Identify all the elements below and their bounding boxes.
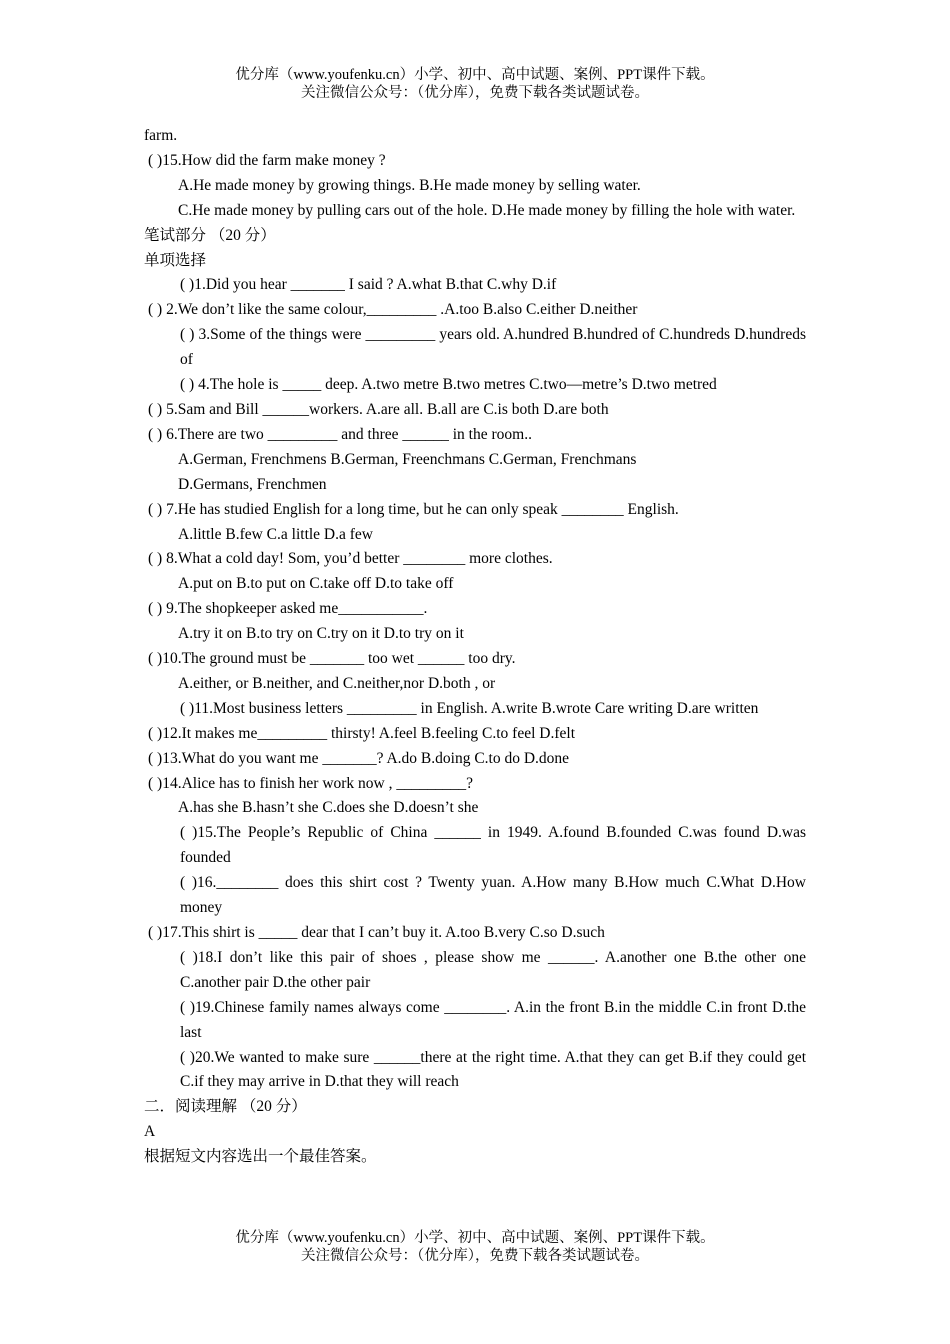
question-5: ( ) 5.Sam and Bill ______workers. A.are all. B.all are C.is both D.are both: [148, 400, 609, 418]
document-body: [144, 124, 806, 1170]
question-17: ( )17.This shirt is _____ dear that I can’t buy it. A.too B.very C.so D.such: [148, 924, 605, 941]
section-heading-single-choice: 单项选择: [144, 251, 207, 269]
question-8: ( ) 8.What a cold day! Som, you’d better ________ more clothes.: [148, 550, 553, 568]
footer-line-2: 关注微信公众号：（优分库），免费下载各类试题试卷。: [301, 1248, 649, 1264]
question-15: ( )15.The People’s Republic of China ______ in 1949. A.found B.founded C.was found D.was founded: [180, 824, 806, 867]
question-7: ( ) 7.He has studied English for a long time, but he can only speak ________ English.: [148, 500, 679, 518]
question-options: A.either, or B.neither, and C.neither,nor D.both , or: [178, 674, 496, 692]
header-line-1: 优分库（www.youfenku.cn）小学、初中、高中试题、案例、PPT课件下载。: [235, 67, 715, 83]
question-16: ( )16.________ does this shirt cost ? Twenty yuan. A.How many B.How much C.What D.How money: [180, 874, 806, 917]
text-line: farm.: [144, 127, 178, 144]
question-13: ( )13.What do you want me _______? A.do B.doing C.to do D.done: [148, 749, 570, 767]
question-options: A.little B.few C.a little D.a few: [178, 525, 373, 543]
question-4: ( ) 4.The hole is _____ deep. A.two metre B.two metres C.two—metre’s D.two metred: [180, 376, 717, 394]
footer-line-1: 优分库（www.youfenku.cn）小学、初中、高中试题、案例、PPT课件下载。: [235, 1230, 715, 1246]
question-options: A.try it on B.to try on C.try on it D.to try on it: [178, 625, 464, 643]
page-footer: [0, 1229, 950, 1265]
section-heading-reading: 二．阅读理解 （20 分）: [144, 1098, 307, 1116]
question-options: A.German, Frenchmens B.German, Freenchmans C.German, Frenchmans: [178, 450, 637, 468]
section-heading-written: 笔试部分 （20 分）: [144, 226, 276, 244]
question-12: ( )12.It makes me_________ thirsty! A.feel B.feeling C.to feel D.felt: [148, 724, 576, 742]
question-11: ( )11.Most business letters _________ in English. A.write B.wrote Care writing D.are written: [180, 699, 759, 717]
question-10: ( )10.The ground must be _______ too wet ______ too dry.: [148, 650, 516, 668]
page-header: [0, 66, 950, 102]
passage-label: A: [144, 1123, 156, 1141]
header-line-2: 关注微信公众号：（优分库），免费下载各类试题试卷。: [301, 85, 649, 101]
question-options: D.Germans, Frenchmen: [178, 475, 327, 493]
question-1: ( )1.Did you hear _______ I said ? A.what B.that C.why D.if: [180, 276, 557, 294]
question-18: ( )18.I don’t like this pair of shoes , please show me ______. A.another one B.the other one C.another pair D.the other pair: [180, 948, 806, 991]
question-20: ( )20.We wanted to make sure ______there at the right time. A.that they can get B.if they could get C.if they may arrive in D.that they will reach: [180, 1048, 806, 1091]
question-options: A.has she B.hasn’t she C.does she D.doesn’t she: [178, 799, 479, 817]
question-options: A.He made money by growing things. B.He made money by selling water.: [178, 176, 641, 194]
question-9: ( ) 9.The shopkeeper asked me___________.: [148, 600, 428, 618]
question-options: C.He made money by pulling cars out of the hole. D.He made money by filling the hole with water.: [178, 201, 796, 219]
question-14: ( )14.Alice has to finish her work now , _________?: [148, 774, 474, 792]
question-2: ( ) 2.We don’t like the same colour,_________ .A.too B.also C.either D.neither: [148, 301, 638, 319]
question-3: ( ) 3.Some of the things were _________ years old. A.hundred B.hundred of C.hundreds D.hundreds of: [180, 326, 806, 369]
question-19: ( )19.Chinese family names always come ________. A.in the front B.in the middle C.in front D.the last: [180, 998, 806, 1041]
question-options: A.put on B.to put on C.take off D.to take off: [178, 575, 454, 593]
question-6: ( ) 6.There are two _________ and three ______ in the room..: [148, 425, 532, 443]
instruction-text: 根据短文内容选出一个最佳答案。: [144, 1148, 377, 1166]
question-15-reading: ( )15.How did the farm make money ?: [148, 151, 386, 169]
